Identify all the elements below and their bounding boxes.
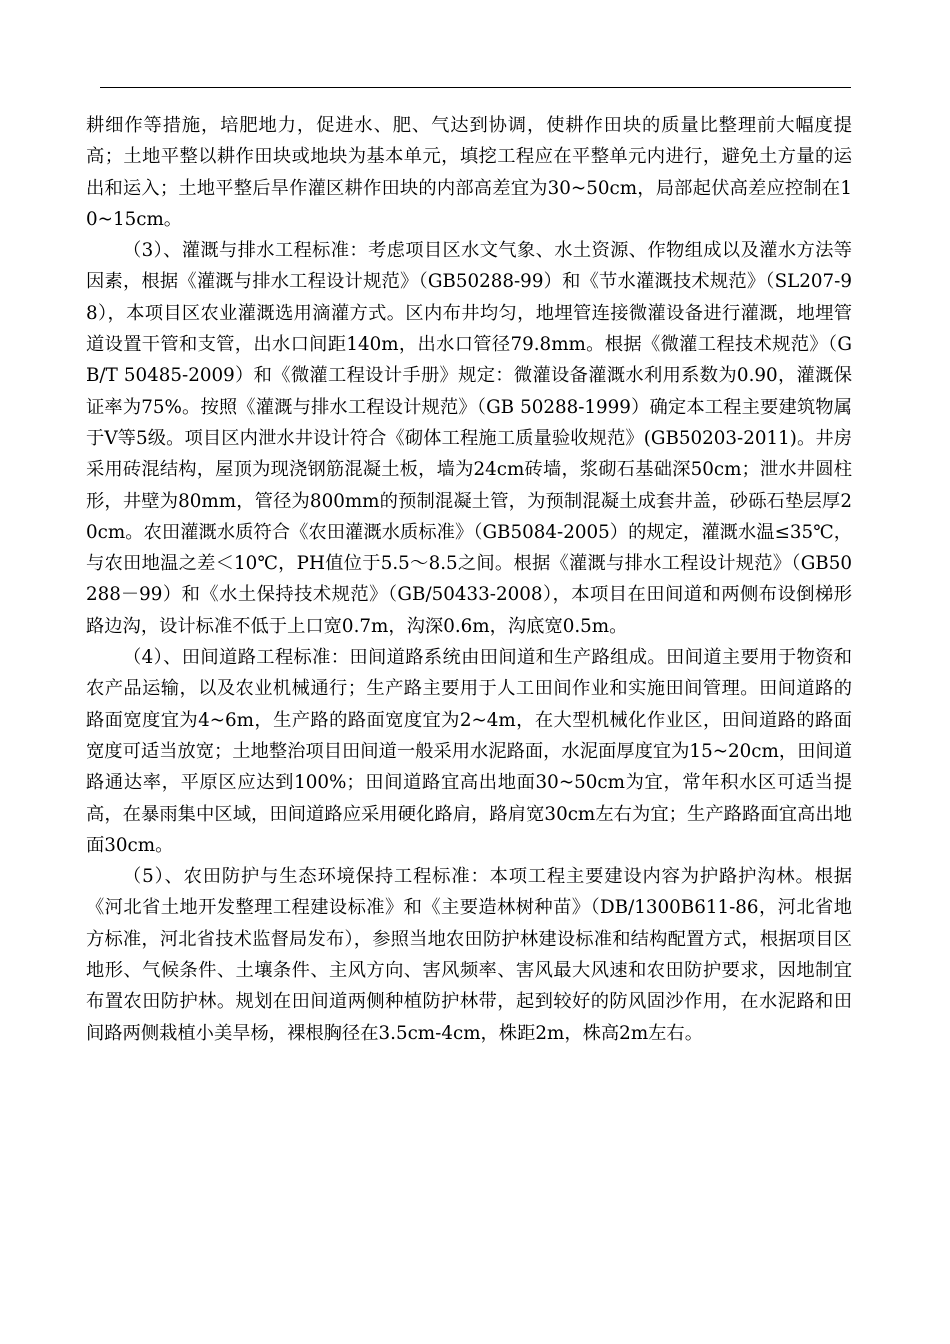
paragraph-field-roads: （4）、田间道路工程标准：田间道路系统由田间道和生产路组成。田间道主要用于物资和农产品运输，以及农业机械通行；生产路主要用于人工田间作业和实施田间管理。田间道路的路面宽度宜为4~6m，生产路的路面宽度宜为2~4m，在大型机械化作业区，田间道路的路面宽度可适当放宽；土地整治项目田间道一般采用水泥路面，水泥面厚度宜为15~20cm，田间道路通达率，平原区应达到100%；田间道路宜高出地面30~50cm为宜，常年积水区可适当提高，在暴雨集中区域，田间道路应采用硬化路肩，路肩宽30cm左右为宜；生产路路面宜高出地面30cm。: [86, 647, 852, 856]
paragraph-irrigation-drainage: （3）、灌溉与排水工程标准：考虑项目区水文气象、水土资源、作物组成以及灌水方法等因素，根据《灌溉与排水工程设计规范》（GB50288-99）和《节水灌溉技术规范》（SL207-98），本项目区农业灌溉选用滴灌方式。区内布井均匀，地埋管连接微灌设备进行灌溉，地埋管道设置干管和支管，出水口间距140m，出水口管径79.8mm。根据《微灌工程技术规范》（GB/T 50485-2009）和《微灌工程设计手册》规定：微灌设备灌溉水利用系数为0.90，灌溉保证率为75%。按照《灌溉与排水工程设计规范》（GB 50288-1999）确定本工程主要建筑物属于Ⅴ等5级。项目区内泄水井设计符合《砌体工程施工质量验收规范》(GB50203-2011)。井房采用砖混结构，屋顶为现浇钢筋混凝土板，墙为24cm砖墙，浆砌石基础深50cm；泄水井圆柱形，井壁为80mm，管径为800mm的预制混凝土管，为预制混凝土成套井盖，砂砾石垫层厚20cm。农田灌溉水质符合《农田灌溉水质标准》（GB5084-2005）的规定，灌溉水温≤35℃，与农田地温之差＜10℃，PH值位于5.5～8.5之间。根据《灌溉与排水工程设计规范》（GB50288－99）和《水土保持技术规范》（GB/50433-2008），本项目在田间道和两侧布设倒梯形路边沟，设计标准不低于上口宽0.7m，沟深0.6m，沟底宽0.5m。: [86, 240, 852, 637]
paragraph-soil-leveling: 耕细作等措施，培肥地力，促进水、肥、气达到协调，使耕作田块的质量比整理前大幅度提高；土地平整以耕作田块或地块为基本单元，填挖工程应在平整单元内进行，避免土方量的运出和运入；土地平整后旱作灌区耕作田块的内部高差宜为30~50cm，局部起伏高差应控制在10~15cm。: [86, 115, 852, 230]
document-body: [86, 110, 852, 1049]
paragraph-farmland-protection: （5）、农田防护与生态环境保持工程标准：本项工程主要建设内容为护路护沟林。根据《河北省土地开发整理工程建设标准》和《主要造林树种苗》（DB/1300B611-86，河北省地方标准，河北省技术监督局发布），参照当地农田防护林建设标准和结构配置方式，根据项目区地形、气候条件、土壤条件、主风方向、害风频率、害风最大风速和农田防护要求，因地制宜布置农田防护林。规划在田间道两侧种植防护林带，起到较好的防风固沙作用，在水泥路和田间路两侧栽植小美旱杨，裸根胸径在3.5cm-4cm，株距2m，株高2m左右。: [86, 866, 852, 1044]
header-rule: [100, 87, 851, 88]
